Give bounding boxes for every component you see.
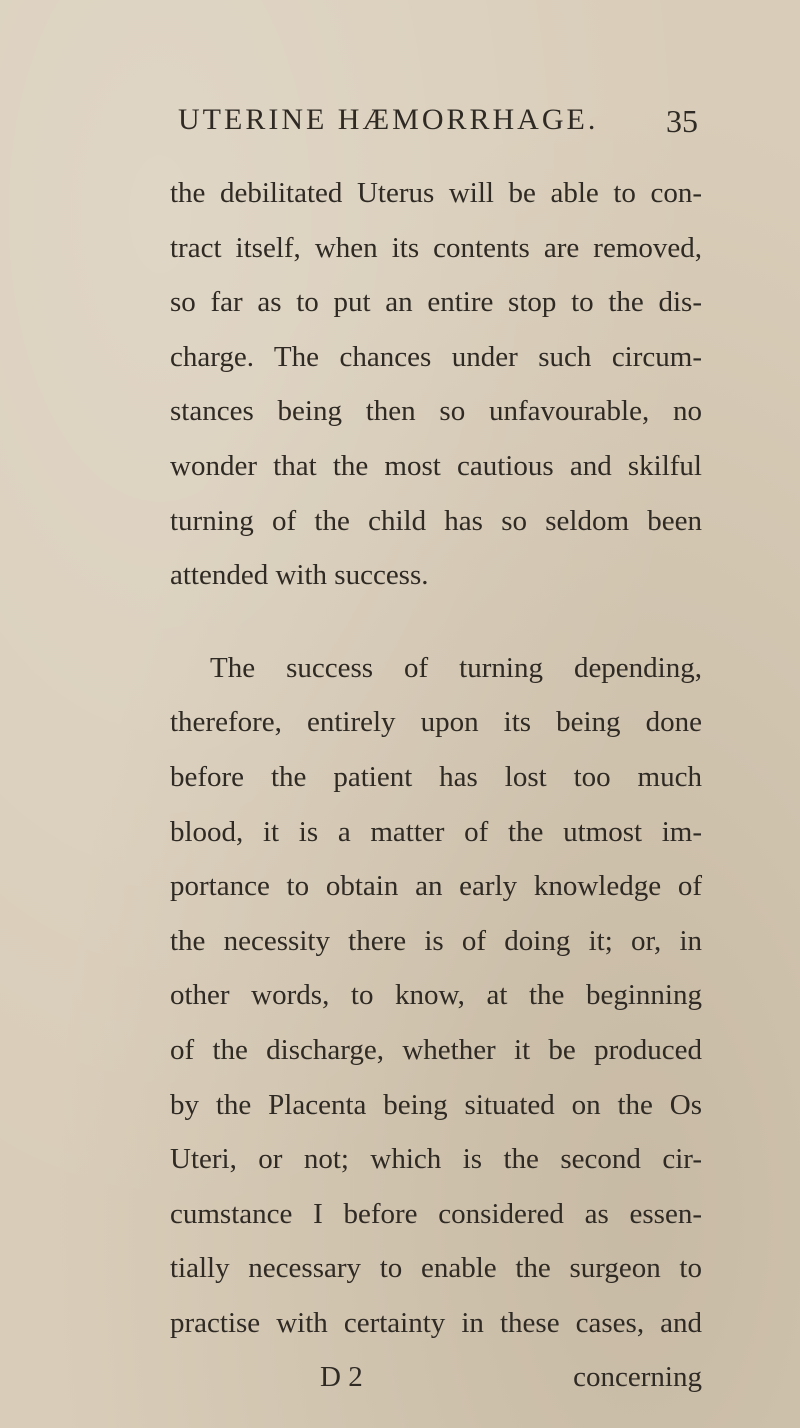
text-line: so far as to put an entire stop to the dis- bbox=[170, 286, 702, 319]
paragraph-gap bbox=[170, 603, 702, 641]
text-line: the debilitated Uterus will be able to con- bbox=[170, 177, 702, 209]
text-line: tially necessary to enable the surgeon to bbox=[170, 1252, 702, 1285]
text-line: attended with success. bbox=[170, 559, 429, 592]
running-title: UTERINE HÆMORRHAGE. bbox=[178, 103, 599, 136]
text-line: portance to obtain an early knowledge of bbox=[170, 870, 702, 903]
text-line: charge. The chances under such circum- bbox=[170, 340, 702, 373]
text-line: the necessity there is of doing it; or, in bbox=[170, 924, 702, 957]
running-head bbox=[178, 103, 698, 143]
text-line: by the Placenta being situated on the Os bbox=[170, 1088, 702, 1121]
page-number: 35 bbox=[666, 103, 698, 139]
text-line: cumstance I before considered as essen- bbox=[170, 1197, 702, 1230]
page-footer bbox=[170, 1350, 702, 1405]
text-line: The success of turning depending, bbox=[210, 651, 702, 684]
text-line: other words, to know, at the beginning bbox=[170, 979, 702, 1012]
text-line: before the patient has lost too much bbox=[170, 760, 702, 793]
text-line: therefore, entirely upon its being done bbox=[170, 706, 702, 739]
text-line: turning of the child has so seldom been bbox=[170, 504, 702, 537]
text-line: practise with certainty in these cases, and bbox=[170, 1306, 702, 1339]
catchword: concerning bbox=[573, 1361, 702, 1394]
text-line: of the discharge, whether it be produced bbox=[170, 1033, 702, 1066]
text-line: tract itself, when its contents are removed, bbox=[170, 231, 702, 264]
body-text bbox=[170, 166, 702, 1405]
text-line: Uteri, or not; which is the second cir- bbox=[170, 1143, 702, 1176]
signature-mark: D 2 bbox=[320, 1361, 363, 1394]
text-line: blood, it is a matter of the utmost im- bbox=[170, 815, 702, 848]
text-line: wonder that the most cautious and skilful bbox=[170, 449, 702, 482]
paragraph-1 bbox=[170, 166, 702, 603]
paragraph-2 bbox=[170, 641, 702, 1351]
text-line: stances being then so unfavourable, no bbox=[170, 395, 702, 428]
